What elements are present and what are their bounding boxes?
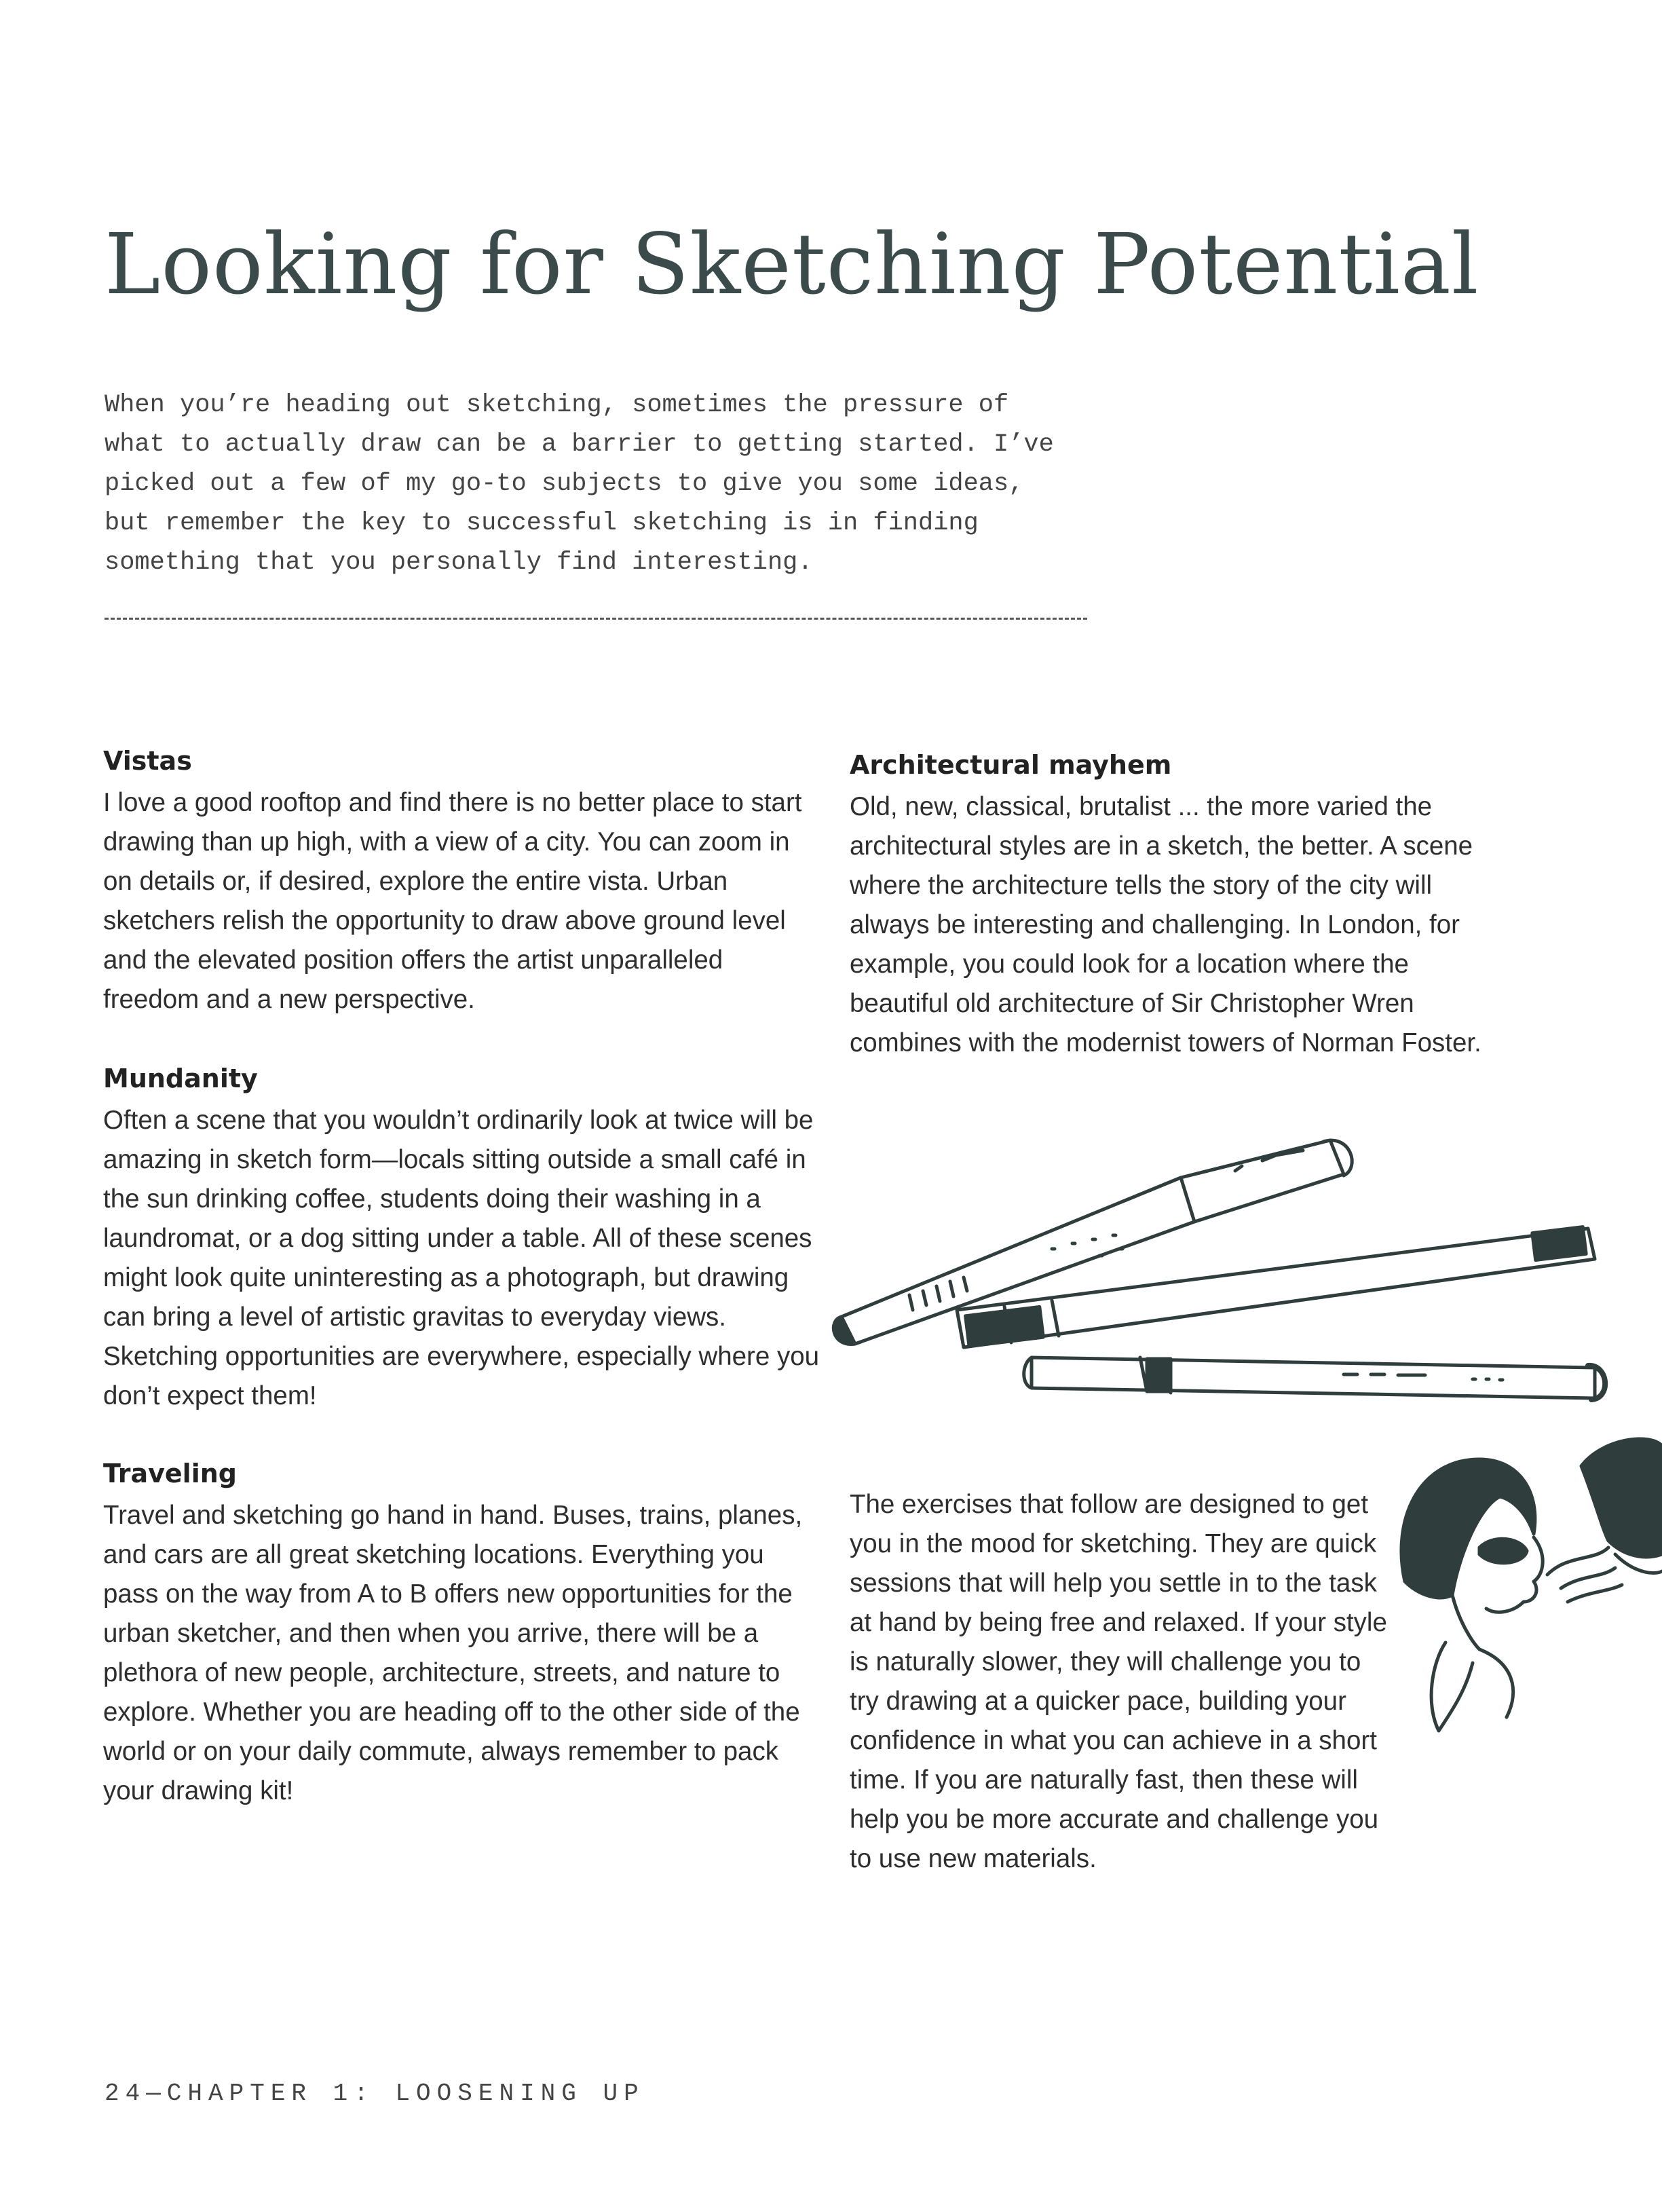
section-body: I love a good rooftop and find there is no better place to start drawing than up high, with a view of a city. You can zoom in on details or, if desired, explore the entire vista. Urban sketchers relish the opportunity to draw above ground level and the elevated position offers the artist unparalleled freedom and a new perspective. <box>103 788 802 1014</box>
people-sketch-illustration <box>1378 1419 1662 1785</box>
intro-paragraph: When you’re heading out sketching, sometimes the pressure of what to actually draw can be a barrier to getting started. I’ve picked out a few of my go-to subjects to give you some ideas, but remember the key to successful sketching is in finding something that you personally find interesting. <box>105 391 1054 577</box>
section-vistas <box>103 741 823 1019</box>
section-body: Often a scene that you wouldn’t ordinarily look at twice will be amazing in sketch form—locals sitting outside a small café in the sun drinking coffee, students doing their washing in a laundromat, or a dog sitting under a table. All of these scenes might look quite uninteresting as a photograph, but drawing can bring a level of artistic gravitas to everyday views. Sketching opportunities are everywhere, especially where you don’t expect them! <box>103 1106 820 1410</box>
section-heading: Vistas <box>103 746 192 776</box>
section-body: Travel and sketching go hand in hand. Buses, trains, planes, and cars are all great sketching locations. Everything you pass on the way from A to B offers new opportunities for the urban sketcher, and then when you arrive, there will be a plethora of new people, architecture, streets, and nature to explore. Whether you are heading off to the other side of the world or on your daily commute, always remember to pack your drawing kit! <box>103 1501 803 1805</box>
section-heading: Architectural mayhem <box>850 750 1172 780</box>
pen-bottom-body <box>1032 1357 1595 1398</box>
dashed-divider <box>105 618 1087 620</box>
section-heading: Traveling <box>103 1459 237 1488</box>
section-exercises-intro <box>850 1485 1393 1879</box>
page-footer: 24—CHAPTER 1: LOOSENING UP <box>105 2080 645 2107</box>
section-traveling <box>103 1454 823 1811</box>
pen-top-body <box>842 1140 1344 1344</box>
section-mundanity <box>103 1059 823 1416</box>
section-architectural-mayhem <box>850 745 1508 1063</box>
section-heading: Mundanity <box>103 1064 258 1093</box>
pens-sketch-illustration <box>828 1113 1615 1425</box>
section-body: The exercises that follow are designed to get you in the mood for sketching. They are quick sessions that will help you settle in to the task at hand by being free and relaxed. If your style is naturally slower, they will challenge you to try drawing at a quicker pace, building your confidence in what you can achieve in a short time. If you are naturally fast, then these will help you be more accurate and challenge you to use new materials. <box>850 1490 1387 1873</box>
hair <box>1401 1459 1535 1598</box>
page-title: Looking for Sketching Potential <box>105 216 1479 314</box>
section-body: Old, new, classical, brutalist ... the more varied the architectural styles are in a sketch, the better. A scene where the architecture tells the story of the city will always be interesting and challenging. In London, for example, you could look for a location where the beautiful old architecture of Sir Christopher Wren combines with the modernist towers of Norman Foster. <box>850 792 1481 1057</box>
pen-middle-body <box>957 1229 1595 1347</box>
sunglasses-icon <box>1479 1539 1527 1562</box>
